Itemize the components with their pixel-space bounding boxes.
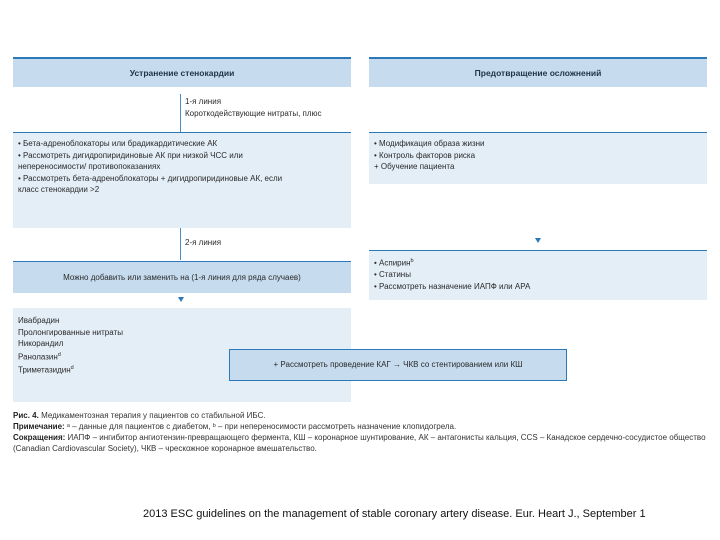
drug-item: Никорандил bbox=[18, 339, 64, 348]
caption-note-line bbox=[13, 421, 707, 432]
prevention-item-label: • Аспирин bbox=[374, 258, 411, 268]
complication-prevention-header-text: Предотвращение осложнений bbox=[474, 68, 602, 78]
drug-item: Ивабрадин bbox=[18, 316, 60, 325]
note-text: ᵃ – данные для пациентов с диабетом, ᵇ – при непереносимости рассмотреть назначение клопидогрела. bbox=[66, 422, 457, 431]
drug-item: Пролонгированные нитраты bbox=[18, 327, 123, 337]
footnote-mark: d bbox=[57, 351, 61, 358]
revascularization-text: + Рассмотреть проведение КАГ → ЧКВ со стентированием или КШ bbox=[273, 360, 523, 370]
prevention-item: • Рассмотреть назначение ИАПФ или АРА bbox=[374, 281, 531, 291]
first-line-title: 1-я линия bbox=[185, 97, 222, 106]
first-line-text: Короткодействующие нитраты, плюс bbox=[185, 108, 322, 118]
prevention-item: • Модификация образа жизни bbox=[374, 139, 485, 148]
first-line-option: непереносимости/ противопоказаниях bbox=[18, 162, 161, 171]
figure-label: Рис. 4. bbox=[13, 411, 39, 420]
note-label: Примечание: bbox=[13, 422, 65, 431]
add-or-replace-bar bbox=[13, 261, 351, 293]
angina-relief-header-text: Устранение стенокардии bbox=[129, 68, 235, 78]
first-line-block bbox=[185, 96, 351, 126]
add-or-replace-text: Можно добавить или заменить на (1-я линия для ряда случаев) bbox=[63, 272, 301, 282]
abbr-text: ИАПФ – ингибитор ангиотензин-превращающего фермента, КШ – коронарное шунтирование, АК – антагонисты кальция, CCS – Канадское сердечно-сосудистое общество (Canadian Cardiovascular Society), ЧКВ – чрескожное коронарное вмешательство. bbox=[13, 433, 706, 453]
revascularization-bar bbox=[229, 349, 567, 381]
drug-item-label: Триметазидин bbox=[18, 365, 71, 375]
down-arrow-icon bbox=[535, 238, 541, 243]
first-line-option: • Рассмотреть бета-адреноблокаторы + дигидропиридиновые АК, если bbox=[18, 173, 283, 183]
connector-line bbox=[180, 94, 181, 132]
down-arrow-icon bbox=[178, 297, 184, 302]
first-line-option: • Бета-адреноблокаторы или брадикардитические АК bbox=[18, 139, 218, 148]
first-line-option: • Рассмотреть дигидропиридиновые АК при низкой ЧСС или bbox=[18, 150, 243, 160]
caption-title-line bbox=[13, 410, 707, 421]
prevention-item bbox=[374, 256, 702, 269]
second-line-title: 2-я линия bbox=[185, 238, 222, 247]
first-line-options-panel bbox=[13, 132, 351, 228]
footnote-mark: b bbox=[410, 258, 414, 264]
footnote-mark: d bbox=[70, 364, 74, 371]
drug-item-label: Ранолазин bbox=[18, 352, 58, 362]
prevention-item: • Контроль факторов риска bbox=[374, 150, 476, 160]
figure-caption bbox=[13, 410, 707, 470]
figure-text: Медикаментозная терапия у пациентов со стабильной ИБС. bbox=[41, 411, 266, 420]
complication-prevention-header bbox=[369, 57, 707, 87]
drug-prevention-panel bbox=[369, 250, 707, 300]
prevention-item: + Обучение пациента bbox=[374, 162, 455, 171]
abbr-label: Сокращения: bbox=[13, 433, 66, 442]
citation-footer: 2013 ESC guidelines on the management of stable coronary artery disease. Eur. Heart J., September 1 bbox=[143, 508, 646, 520]
caption-abbr-line bbox=[13, 432, 707, 454]
lifestyle-panel bbox=[369, 132, 707, 184]
connector-line bbox=[180, 228, 181, 260]
prevention-item: • Статины bbox=[374, 270, 411, 280]
angina-relief-header bbox=[13, 57, 351, 87]
first-line-option: класс стенокардии >2 bbox=[18, 185, 100, 194]
